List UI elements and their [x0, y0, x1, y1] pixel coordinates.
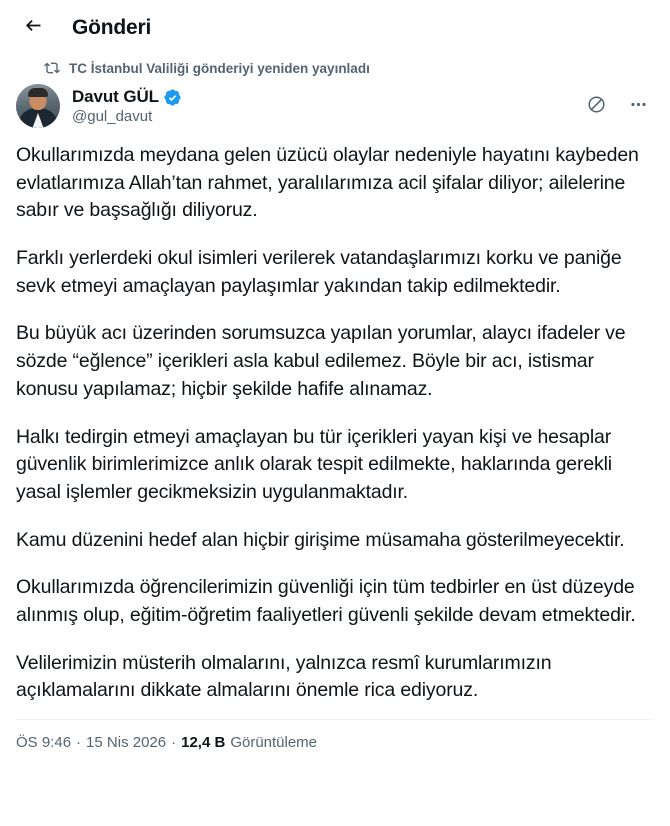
post-paragraph: Halkı tedirgin etmeyi amaçlayan bu tür içerikleri yayan kişi ve hesaplar güvenlik birimlerimizce anlık olarak tespit edilmekte, haklarında gerekli yasal işlemler gecikmeksizin uygulanmaktadır. — [16, 425, 612, 503]
not-interested-icon[interactable] — [580, 88, 612, 120]
repost-attribution[interactable] — [0, 56, 670, 78]
page-title: Gönderi — [72, 16, 152, 39]
post-metrics — [0, 720, 670, 751]
post-date: 15 Nis 2026 — [86, 734, 167, 751]
metrics-separator: · — [171, 734, 177, 751]
post-paragraph: Velilerimizin müsterih olmalarını, yalnızca resmî kurumlarımızın açıklamalarını dikkate almalarını önemle rica ediyoruz. — [16, 651, 552, 702]
post-text — [0, 128, 670, 705]
back-button[interactable] — [16, 11, 50, 45]
author-handle: @gul_davut — [72, 108, 153, 125]
repost-icon — [44, 60, 60, 76]
repost-text: TC İstanbul Valiliği gönderiyi yeniden yayınladı — [69, 60, 370, 76]
author-row — [0, 78, 670, 128]
avatar[interactable] — [16, 84, 60, 128]
avatar-hair — [28, 88, 48, 97]
more-options-icon[interactable] — [622, 88, 654, 120]
post-paragraph: Okullarımızda meydana gelen üzücü olaylar nedeniyle hayatını kaybeden evlatlarımıza Allah’tan rahmet, yaralılarımıza acil şifalar diliyor; ailelerine sabır ve başsağlığı diliyoruz. — [16, 144, 639, 222]
views-label: Görüntüleme — [230, 734, 318, 751]
author-name-line[interactable] — [72, 87, 182, 107]
post-paragraph: Farklı yerlerdeki okul isimleri verilerek vatandaşlarımızı korku ve paniğe sevk etmeyi amaçlayan paylaşımlar yakından takip edilmektedir. — [16, 247, 622, 297]
metrics-separator: · — [76, 734, 82, 751]
post-time: ÖS 9:46 — [16, 734, 72, 751]
post-paragraph: Bu büyük acı üzerinden sorumsuzca yapılan yorumlar, alaycı ifadeler ve sözde “eğlence” içerikleri asla kabul edilemez. Böyle bir acı, istismar konusu yapılamaz; hiçbir şekilde hafife alınamaz. — [16, 322, 626, 400]
views-count: 12,4 B — [181, 734, 226, 751]
post-paragraph: Okullarımızda öğrencilerimizin güvenliği için tüm tedbirler en üst düzeyde alınmış olup, eğitim-öğretim faaliyetleri güvenli şekilde devam etmektedir. — [16, 576, 636, 626]
arrow-left-icon — [23, 15, 44, 41]
author-display-name: Davut GÜL — [72, 87, 159, 106]
author-actions — [580, 84, 654, 120]
author-meta — [72, 84, 182, 128]
header — [0, 0, 670, 56]
verified-badge-icon — [163, 88, 182, 107]
post-paragraph: Kamu düzenini hedef alan hiçbir girişime müsamaha gösterilmeyecektir. — [16, 528, 625, 551]
